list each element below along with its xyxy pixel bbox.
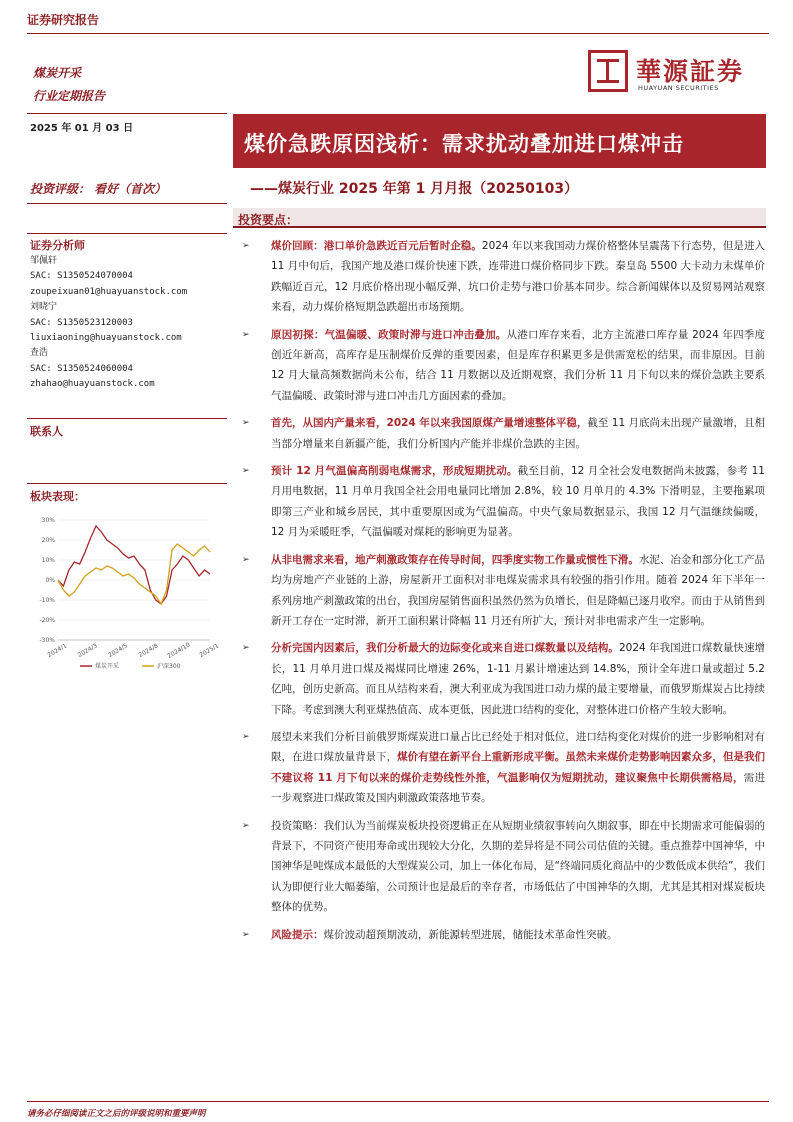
bullet-text: 截至 11 月底尚未出现产量激增，且相当部分增量来自新疆产能，我们分析国内产能并非煤价急跌的主因。 (271, 417, 765, 450)
bullet-heading: 首先，从国内产量来看，2024 年以来我国原煤产量增速整体平稳， (271, 417, 588, 430)
chart-series (58, 526, 210, 604)
y-tick-label: 10% (41, 557, 55, 564)
list-item (241, 550, 765, 632)
sidebar-divider (27, 418, 227, 419)
report-type-label: 行业定期报告 (33, 89, 106, 103)
list-item (241, 816, 765, 918)
x-tick-label: 2024/1 (46, 642, 69, 660)
legend-label: 煤炭开采 (95, 663, 120, 670)
page-title: 煤价急跌原因浅析：需求扰动叠加进口煤冲击 (244, 131, 684, 156)
list-item (241, 236, 765, 318)
analyst-name: 刘晓宁 (30, 302, 58, 313)
list-item (241, 461, 765, 543)
bullet-text: 煤价波动超预期波动，新能源转型进展，储能技术革命性突破。 (323, 928, 618, 941)
series-line (58, 544, 210, 604)
chart-legend (80, 662, 181, 670)
y-tick-label: -20% (39, 617, 55, 624)
series-line (58, 526, 210, 604)
analyst-sac: SAC: S1350524060004 (30, 363, 133, 374)
key-points-header-bar (233, 208, 766, 228)
analyst-name: 邹佩轩 (30, 256, 58, 266)
bullet-arrow-icon: ➢ (242, 820, 250, 831)
sidebar-divider (27, 203, 227, 204)
footer-disclaimer: 请务必仔细阅读正文之后的评级说明和重要声明 (27, 1109, 206, 1119)
bullet-heading: 分析完国内因素后，我们分析最大的边际变化或来自进口煤数量以及结构。 (271, 642, 619, 655)
analyst-email[interactable]: liuxiaoning@huayuanstock.com (30, 333, 182, 344)
x-tick-label: 2024/10 (166, 641, 192, 660)
y-tick-label: 20% (41, 537, 55, 544)
sidebar-divider (27, 233, 227, 234)
bullet-arrow-icon: ➢ (242, 466, 250, 477)
list-item (241, 727, 765, 809)
bullet-text: 水泥、冶金和部分化工产品均为房地产产业链的上游，房屋新开工面积对非电煤炭需求具有较强的指引作用。随着 2024 年下半年一系列房地产刺激政策的出台，我国房屋销售面积虽然仍然为负增长，但是降幅已逐月收窄。而由于从销售到新开工存在一定时滞，新开工面积累计降幅 11 月还有所扩大，预计对非电需求产生一定影响。 (271, 553, 766, 627)
report-tag: 证券研究报告 (27, 13, 100, 27)
bullet-heading: 预计 12 月气温偏高削弱电煤需求，形成短期扰动。 (271, 465, 518, 478)
header-divider (27, 33, 769, 34)
footer-divider (27, 1101, 769, 1102)
analyst-email[interactable]: zoupeixuan01@huayuanstock.com (30, 286, 188, 297)
bullet-heading: 原因初探：气温偏暖、政策时滞与进口冲击叠加。 (271, 328, 507, 341)
x-tick-label: 2024/8 (137, 642, 160, 660)
x-tick-label: 2024/3 (76, 642, 99, 660)
bullet-text: 展望未来我们分析目前俄罗斯煤炭进口量占比已经处于相对低位，进口结构变化对煤价的进一步影响相对有限，在进口煤放量背景下， (271, 730, 765, 764)
key-points-label: 投资要点： (238, 213, 299, 227)
company-name-en: HUAYUAN SECURITIES (638, 84, 719, 92)
bullet-arrow-icon: ➢ (242, 643, 250, 654)
bullet-emphasis: 煤价有望在新平台上重新形成平衡。虽然未来煤价走势影响因素众多，但是我们不建议将 11 月下旬以来的煤价走势线性外推，气温影响仅为短期扰动，建议聚焦中长期供需格局， (271, 751, 766, 784)
page-subtitle: ——煤炭行业 2025 年第 1 月月报（20250103） (250, 181, 579, 197)
contact-label: 联系人 (30, 425, 63, 438)
bullet-heading: 煤价回顾：港口单价急跌近百元后暂时企稳。 (271, 240, 482, 252)
industry-label: 煤炭开采 (33, 66, 82, 80)
bullet-arrow-icon: ➢ (242, 929, 250, 940)
y-tick-label: 30% (41, 517, 55, 524)
bullet-arrow-icon: ➢ (242, 329, 250, 340)
company-name-cn: 華源証券 (636, 57, 745, 86)
bullet-heading: 风险提示： (271, 928, 324, 941)
report-date: 2025 年 01 月 03 日 (30, 123, 134, 134)
analyst-sac: SAC: S1350524070004 (30, 271, 133, 282)
analyst-list (30, 254, 187, 393)
list-item (241, 925, 765, 945)
legend-label: 沪深300 (157, 663, 181, 670)
analysts-label: 证券分析师 (30, 239, 85, 252)
chart-axes (39, 517, 220, 660)
bullet-arrow-icon: ➢ (242, 241, 250, 251)
bullet-arrow-icon: ➢ (242, 731, 250, 742)
bullet-heading: 从非电需求来看，地产刺激政策存在传导时间，四季度实物工作量或惯性下滑。 (271, 553, 639, 566)
bullet-arrow-icon: ➢ (242, 418, 250, 429)
sector-performance-chart (30, 512, 220, 672)
bullet-text: 2024 年以来我国动力煤价格整体呈震荡下行态势，但是进入 11 月中旬后，我国产地及港口煤价快速下跌，连带进口煤价格同步下跌。秦皇岛 5500 大卡动力末煤单价跌幅近百元，12 月底价格出现小幅反弹，坑口价走势与港口价基本同步。综合新闻媒体以及贸易网站观察来看，动力煤价格短期急跌超出市场预期。 (271, 240, 766, 314)
bullet-text: 2024 年我国进口煤数量快速增长，11 月单月进口煤及褐煤同比增速 26%，1-11 月累计增速达到 14.8%，预计全年进口量或超过 5.2 亿吨，创历史新高。而且从结构来看，澳大利亚成为我国进口动力煤的最主要增量，而俄罗斯煤炭占比持续下降。考虑到澳大利亚煤热值高、成本更低，因此进口结构的变化，对整体进口价格产生较大影响。 (271, 642, 765, 716)
analyst-email[interactable]: zhahao@huayuanstock.com (30, 379, 155, 390)
analyst-name: 查浩 (30, 348, 49, 359)
x-tick-label: 2024/5 (107, 642, 129, 660)
analyst-sac: SAC: S1350523120003 (30, 317, 133, 328)
list-item (241, 325, 765, 407)
bullet-arrow-icon: ➢ (242, 554, 250, 565)
x-tick-label: 2025/1 (198, 642, 220, 660)
key-points-list (241, 236, 765, 952)
bullet-text: 投资策略：我们认为当前煤炭板块投资逻辑正在从短期业绩叙事转向久期叙事，即在中长期需求可能偏弱的背景下，不同资产使用寿命或出现较大分化，久期的差异将是不同公司估值的关键。重点推荐中国神华，中国神华是吨煤成本最低的大型煤炭公司，加上一体化布局，是“终端同质化商品中的少数低成本供给”，我们认为即便行业大幅萎缩，公司预计也是最后的幸存者，市场低估了中国神华的久期，尤其是其相对煤炭板块整体的优势。 (271, 819, 765, 914)
y-tick-label: -30% (39, 637, 55, 644)
y-tick-label: 0% (45, 577, 55, 584)
list-item (241, 638, 765, 720)
sidebar-divider (27, 483, 227, 484)
investment-rating: 投资评级： 看好（首次） (30, 182, 167, 196)
sidebar-divider (27, 113, 227, 114)
list-item (241, 413, 765, 454)
y-tick-label: -10% (39, 597, 55, 604)
bullet-text: 从港口库存来看，北方主流港口库存量 2024 年四季度创近年新高，高库存是压制煤价反弹的重要因素，但是库存积累更多是供需宽松的结果，而非原因。目前 12 月大量高频数据尚未公布，结合 11 月数据以及近期观察，我们分析 11 月下旬以来的煤价急跌主要系气温偏暖、政策时滞与进口冲击几方面因素的叠加。 (271, 328, 765, 402)
company-logo-icon (588, 50, 628, 92)
bullet-text: 截至目前，12 月全社会发电数据尚未披露，参考 11 月用电数据，11 月单月我国全社会用电量同比增加 2.8%，较 10 月单月的 4.3% 下滑明显，主要拖累项即第三产业和城乡居民，其中重要原因或为气温偏高。中央气象局数据显示，我国 12 月气温继续偏暖，12 月为采暖旺季，气温偏暖对煤耗的影响更为显著。 (271, 465, 765, 539)
bullet-text-tail: 需进一步观察进口煤政策及国内刺激政策落地节奏。 (271, 771, 766, 805)
performance-label: 板块表现： (30, 490, 85, 503)
